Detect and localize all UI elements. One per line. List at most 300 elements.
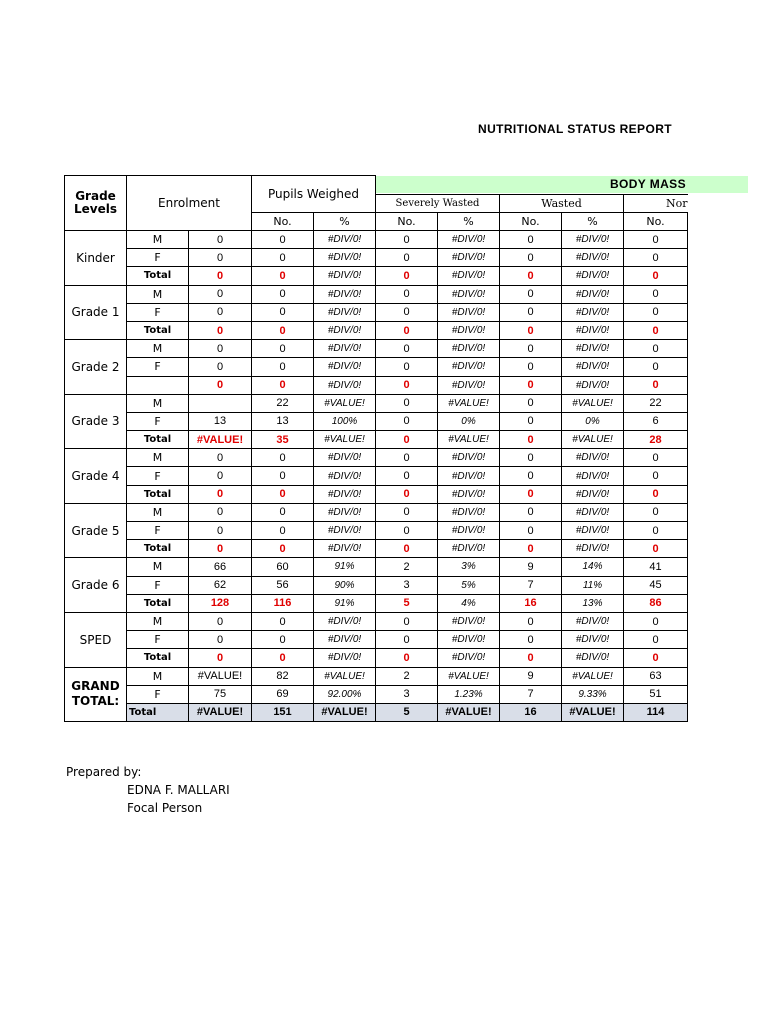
table-cell: 0 <box>624 249 688 267</box>
table-cell: 0 <box>376 285 438 303</box>
sex-cell: Total <box>127 267 189 285</box>
normal-header: Nor <box>624 195 688 213</box>
table-cell: 0 <box>189 358 252 376</box>
table-cell: #DIV/0! <box>562 503 624 521</box>
table-cell: #DIV/0! <box>438 321 500 339</box>
table-cell: 0 <box>500 540 562 558</box>
table-cell: 0 <box>189 285 252 303</box>
table-cell: 3% <box>438 558 500 576</box>
table-row <box>65 667 688 685</box>
table-cell: 0 <box>376 231 438 249</box>
enrolment-header: Enrolment <box>127 176 252 231</box>
table-cell: 0 <box>500 285 562 303</box>
table-cell: 9.33% <box>562 685 624 703</box>
table-cell: 3 <box>376 576 438 594</box>
col-header-no: No. <box>252 213 314 231</box>
bmi-header-spacer <box>376 176 688 195</box>
table-cell: #VALUE! <box>438 703 500 721</box>
table-cell: 91% <box>314 594 376 612</box>
table-cell: 0 <box>500 649 562 667</box>
table-cell: 0 <box>376 340 438 358</box>
table-cell: 0 <box>252 631 314 649</box>
table-cell: 22 <box>624 394 688 412</box>
sex-cell: F <box>127 358 189 376</box>
table-cell: #VALUE! <box>314 431 376 449</box>
sex-cell: F <box>127 631 189 649</box>
table-cell: 5 <box>376 594 438 612</box>
table-cell: 75 <box>189 685 252 703</box>
table-cell: 0 <box>500 485 562 503</box>
table-cell: 0 <box>500 267 562 285</box>
table-cell: 0 <box>624 358 688 376</box>
table-cell: 0 <box>376 503 438 521</box>
table-cell: 0 <box>189 540 252 558</box>
table-cell: 5% <box>438 576 500 594</box>
table-cell: #DIV/0! <box>314 267 376 285</box>
table-cell: 86 <box>624 594 688 612</box>
col-header-pct: % <box>438 213 500 231</box>
table-cell: 0 <box>376 267 438 285</box>
table-row <box>65 631 688 649</box>
table-cell: 13% <box>562 594 624 612</box>
table-cell: 0 <box>252 467 314 485</box>
table-cell: #VALUE! <box>314 703 376 721</box>
table-cell: 0 <box>376 540 438 558</box>
table-cell: 0 <box>189 303 252 321</box>
table-cell: 0 <box>189 612 252 630</box>
table-cell: #VALUE! <box>562 667 624 685</box>
table-cell: 0 <box>624 540 688 558</box>
table-row <box>65 576 688 594</box>
table-cell: 0 <box>500 249 562 267</box>
table-cell: #DIV/0! <box>562 540 624 558</box>
table-cell: 0 <box>624 467 688 485</box>
table-body <box>65 231 688 722</box>
table-cell: 0% <box>562 412 624 430</box>
table-cell: 0 <box>500 522 562 540</box>
table-cell: 0 <box>624 303 688 321</box>
grade-level-label: Grade 6 <box>65 558 127 613</box>
col-header-no: No. <box>624 213 688 231</box>
sex-cell: F <box>127 303 189 321</box>
sex-cell: M <box>127 667 189 685</box>
table-row <box>65 449 688 467</box>
table-row <box>65 376 688 394</box>
table-cell: 0 <box>624 631 688 649</box>
table-cell: 13 <box>252 412 314 430</box>
table-cell: #DIV/0! <box>314 340 376 358</box>
table-cell: 0 <box>189 485 252 503</box>
sex-cell: Total <box>127 649 189 667</box>
table-cell: #DIV/0! <box>438 467 500 485</box>
table-cell: #DIV/0! <box>314 612 376 630</box>
table-cell: 7 <box>500 685 562 703</box>
sex-cell: Total <box>127 703 189 721</box>
preparer-role: Focal Person <box>127 801 203 815</box>
table-row <box>65 412 688 430</box>
table-cell: 0 <box>624 231 688 249</box>
table-cell: 0 <box>500 231 562 249</box>
table-cell: #DIV/0! <box>438 340 500 358</box>
table-cell: #VALUE! <box>562 703 624 721</box>
col-header-no: No. <box>376 213 438 231</box>
table-cell: 0 <box>500 631 562 649</box>
table-cell: #DIV/0! <box>314 503 376 521</box>
table-cell: 0 <box>624 340 688 358</box>
table-row <box>65 303 688 321</box>
table-cell: 116 <box>252 594 314 612</box>
table-cell: #DIV/0! <box>438 522 500 540</box>
table-cell: 41 <box>624 558 688 576</box>
table-row <box>65 285 688 303</box>
table-cell: 0 <box>189 321 252 339</box>
table-cell: 0 <box>500 358 562 376</box>
table-cell: #DIV/0! <box>438 540 500 558</box>
grade-level-label: Grade 2 <box>65 340 127 395</box>
table-cell: #DIV/0! <box>438 231 500 249</box>
table-cell: 0 <box>252 267 314 285</box>
table-cell: 13 <box>189 412 252 430</box>
table-cell: 0 <box>376 321 438 339</box>
table-row <box>65 540 688 558</box>
table-cell: #DIV/0! <box>438 649 500 667</box>
table-row <box>65 231 688 249</box>
sex-cell <box>127 376 189 394</box>
table-cell: #DIV/0! <box>314 358 376 376</box>
grade-level-label: Grade 3 <box>65 394 127 449</box>
table-cell: #DIV/0! <box>562 249 624 267</box>
sex-cell: F <box>127 685 189 703</box>
table-cell: 0 <box>252 231 314 249</box>
sex-cell: M <box>127 449 189 467</box>
table-cell: 0 <box>376 649 438 667</box>
table-cell: 2 <box>376 558 438 576</box>
table-cell: 0 <box>624 503 688 521</box>
table-cell: 2 <box>376 667 438 685</box>
table-cell: 92.00% <box>314 685 376 703</box>
table-cell: 0 <box>500 303 562 321</box>
table-cell: 56 <box>252 576 314 594</box>
table-cell: 0% <box>438 412 500 430</box>
sex-cell: M <box>127 340 189 358</box>
table-cell: 0 <box>252 376 314 394</box>
table-cell: 0 <box>376 358 438 376</box>
table-cell: #VALUE! <box>314 667 376 685</box>
table-cell: #DIV/0! <box>314 522 376 540</box>
table-cell: 0 <box>500 376 562 394</box>
sex-cell: M <box>127 285 189 303</box>
sex-cell: F <box>127 522 189 540</box>
table-cell: #VALUE! <box>438 394 500 412</box>
table-cell: 0 <box>252 321 314 339</box>
table-cell: 128 <box>189 594 252 612</box>
table-row <box>65 558 688 576</box>
table-cell: #DIV/0! <box>562 321 624 339</box>
table-cell: #DIV/0! <box>562 485 624 503</box>
table-cell: #VALUE! <box>438 667 500 685</box>
table-cell: #DIV/0! <box>562 303 624 321</box>
table-cell: #DIV/0! <box>562 231 624 249</box>
report-title: NUTRITIONAL STATUS REPORT <box>478 122 672 136</box>
sex-cell: F <box>127 249 189 267</box>
table-cell: #DIV/0! <box>562 522 624 540</box>
table-cell: 16 <box>500 594 562 612</box>
table-row <box>65 522 688 540</box>
table-cell: #DIV/0! <box>314 376 376 394</box>
table-cell: 0 <box>376 522 438 540</box>
sex-cell: F <box>127 467 189 485</box>
sex-cell: Total <box>127 485 189 503</box>
table-cell: 60 <box>252 558 314 576</box>
table-cell: #DIV/0! <box>438 503 500 521</box>
table-cell: #DIV/0! <box>314 631 376 649</box>
table-cell: #DIV/0! <box>562 649 624 667</box>
table-cell: 91% <box>314 558 376 576</box>
table-cell: 7 <box>500 576 562 594</box>
preparer-name: EDNA F. MALLARI <box>127 783 230 797</box>
table-cell: #DIV/0! <box>314 467 376 485</box>
table-cell: #DIV/0! <box>438 267 500 285</box>
table-cell: #DIV/0! <box>562 340 624 358</box>
grade-level-label: Grade 4 <box>65 449 127 504</box>
table-cell: 0 <box>189 340 252 358</box>
table-cell: #DIV/0! <box>562 612 624 630</box>
table-cell: 0 <box>189 522 252 540</box>
table-cell: 62 <box>189 576 252 594</box>
table-cell: #DIV/0! <box>438 376 500 394</box>
table-row <box>65 594 688 612</box>
grade-level-label: Grade 1 <box>65 285 127 340</box>
table-cell: #DIV/0! <box>562 631 624 649</box>
table-cell: 69 <box>252 685 314 703</box>
table-cell: 0 <box>189 449 252 467</box>
table-cell: 11% <box>562 576 624 594</box>
table-cell: 0 <box>376 376 438 394</box>
table-cell: 0 <box>189 249 252 267</box>
table-cell: 0 <box>500 467 562 485</box>
table-row <box>65 649 688 667</box>
table-cell: 0 <box>624 485 688 503</box>
sex-cell: F <box>127 576 189 594</box>
table-cell <box>189 394 252 412</box>
table-row <box>65 358 688 376</box>
table-cell: #DIV/0! <box>314 249 376 267</box>
table-cell: 0 <box>500 612 562 630</box>
table-cell: 100% <box>314 412 376 430</box>
table-cell: #DIV/0! <box>438 358 500 376</box>
table-cell: 0 <box>624 449 688 467</box>
table-cell: 0 <box>376 631 438 649</box>
sex-cell: M <box>127 503 189 521</box>
table-cell: 0 <box>500 340 562 358</box>
table-cell: 0 <box>624 522 688 540</box>
sex-cell: Total <box>127 540 189 558</box>
bmi-header-label: BODY MASS <box>609 177 686 191</box>
table-cell: 0 <box>189 649 252 667</box>
table-row <box>65 485 688 503</box>
col-header-pct: % <box>314 213 376 231</box>
table-cell: #DIV/0! <box>314 540 376 558</box>
table-cell: #VALUE! <box>562 431 624 449</box>
sex-cell: M <box>127 558 189 576</box>
table-cell: 0 <box>252 285 314 303</box>
table-cell: 66 <box>189 558 252 576</box>
sex-cell: F <box>127 412 189 430</box>
table-cell: 9 <box>500 667 562 685</box>
table-cell: 0 <box>376 467 438 485</box>
table-cell: 0 <box>500 449 562 467</box>
table-cell: 0 <box>376 412 438 430</box>
table-cell: #DIV/0! <box>438 485 500 503</box>
table-cell: #DIV/0! <box>438 631 500 649</box>
table-cell: #DIV/0! <box>562 449 624 467</box>
table-cell: 0 <box>189 231 252 249</box>
table-cell: 0 <box>189 631 252 649</box>
table-cell: #DIV/0! <box>314 303 376 321</box>
sex-cell: M <box>127 231 189 249</box>
table-cell: #DIV/0! <box>562 467 624 485</box>
sex-cell: Total <box>127 431 189 449</box>
table-cell: #VALUE! <box>314 394 376 412</box>
table-cell: #DIV/0! <box>562 376 624 394</box>
table-cell: 63 <box>624 667 688 685</box>
table-row <box>65 685 688 703</box>
table-cell: #DIV/0! <box>314 449 376 467</box>
table-cell: 0 <box>189 467 252 485</box>
sex-cell: M <box>127 394 189 412</box>
table-cell: 0 <box>252 503 314 521</box>
table-cell: 0 <box>189 376 252 394</box>
table-cell: 0 <box>376 249 438 267</box>
table-cell: #DIV/0! <box>438 303 500 321</box>
table-cell: 51 <box>624 685 688 703</box>
table-cell: #DIV/0! <box>562 358 624 376</box>
table-cell: #VALUE! <box>438 431 500 449</box>
table-cell: 22 <box>252 394 314 412</box>
table-cell: #VALUE! <box>189 431 252 449</box>
table-row <box>65 467 688 485</box>
table-cell: #DIV/0! <box>438 249 500 267</box>
table-cell: 35 <box>252 431 314 449</box>
severely-wasted-header: Severely Wasted <box>376 195 500 213</box>
table-cell: 0 <box>252 249 314 267</box>
table-cell: 82 <box>252 667 314 685</box>
table-cell: 0 <box>189 267 252 285</box>
table-cell: 151 <box>252 703 314 721</box>
pupils-weighed-header: Pupils Weighed <box>252 176 376 213</box>
table-cell: 0 <box>252 522 314 540</box>
grand-total-label: GRAND TOTAL: <box>65 667 127 722</box>
grade-level-label: Grade 5 <box>65 503 127 558</box>
table-cell: 0 <box>252 303 314 321</box>
table-cell: 0 <box>500 503 562 521</box>
table-cell: #DIV/0! <box>438 612 500 630</box>
table-cell: #DIV/0! <box>314 321 376 339</box>
table-cell: 0 <box>624 376 688 394</box>
table-cell: 0 <box>252 340 314 358</box>
table-cell: 9 <box>500 558 562 576</box>
table-cell: 6 <box>624 412 688 430</box>
prepared-by-label: Prepared by: <box>66 765 142 779</box>
grade-levels-header: Grade Levels <box>65 176 127 231</box>
table-cell: 0 <box>189 503 252 521</box>
table-cell: 90% <box>314 576 376 594</box>
table-row <box>65 703 688 721</box>
table-row <box>65 394 688 412</box>
table-cell: 0 <box>624 612 688 630</box>
table-row <box>65 321 688 339</box>
table-cell: 0 <box>252 649 314 667</box>
table-cell: 28 <box>624 431 688 449</box>
table-cell: #DIV/0! <box>314 649 376 667</box>
table-cell: #VALUE! <box>562 394 624 412</box>
table-cell: #DIV/0! <box>314 485 376 503</box>
table-cell: #DIV/0! <box>438 285 500 303</box>
table-row <box>65 340 688 358</box>
table-cell: 0 <box>376 449 438 467</box>
table-cell: #DIV/0! <box>562 285 624 303</box>
nutrition-table <box>64 175 688 722</box>
table-cell: 0 <box>500 431 562 449</box>
col-header-no: No. <box>500 213 562 231</box>
table-cell: 0 <box>376 303 438 321</box>
table-cell: #DIV/0! <box>314 231 376 249</box>
table-cell: 16 <box>500 703 562 721</box>
table-cell: 0 <box>252 449 314 467</box>
table-cell: #DIV/0! <box>314 285 376 303</box>
table-cell: 1.23% <box>438 685 500 703</box>
table-cell: 0 <box>500 394 562 412</box>
table-row <box>65 267 688 285</box>
table-cell: 0 <box>252 612 314 630</box>
wasted-header: Wasted <box>500 195 624 213</box>
table-cell: 0 <box>624 285 688 303</box>
grade-level-label: Kinder <box>65 231 127 286</box>
table-cell: 0 <box>624 267 688 285</box>
table-cell: 0 <box>376 394 438 412</box>
table-cell: 0 <box>376 431 438 449</box>
table-cell: 4% <box>438 594 500 612</box>
sex-cell: Total <box>127 321 189 339</box>
table-cell: #DIV/0! <box>562 267 624 285</box>
grade-level-label: SPED <box>65 612 127 667</box>
table-row <box>65 612 688 630</box>
table-cell: #DIV/0! <box>438 449 500 467</box>
table-cell: 5 <box>376 703 438 721</box>
table-cell: 0 <box>376 485 438 503</box>
table-cell: 0 <box>624 649 688 667</box>
table-cell: 0 <box>376 612 438 630</box>
table-cell: 0 <box>252 485 314 503</box>
sex-cell: M <box>127 612 189 630</box>
table-cell: 0 <box>624 321 688 339</box>
table-row <box>65 431 688 449</box>
table-cell: 0 <box>500 412 562 430</box>
table-cell: #VALUE! <box>189 703 252 721</box>
table-cell: #VALUE! <box>189 667 252 685</box>
table-cell: 114 <box>624 703 688 721</box>
table-row <box>65 503 688 521</box>
sex-cell: Total <box>127 594 189 612</box>
col-header-pct: % <box>562 213 624 231</box>
table-cell: 45 <box>624 576 688 594</box>
table-row <box>65 249 688 267</box>
table-cell: 0 <box>252 358 314 376</box>
table-cell: 3 <box>376 685 438 703</box>
table-cell: 14% <box>562 558 624 576</box>
table-cell: 0 <box>252 540 314 558</box>
table-cell: 0 <box>500 321 562 339</box>
